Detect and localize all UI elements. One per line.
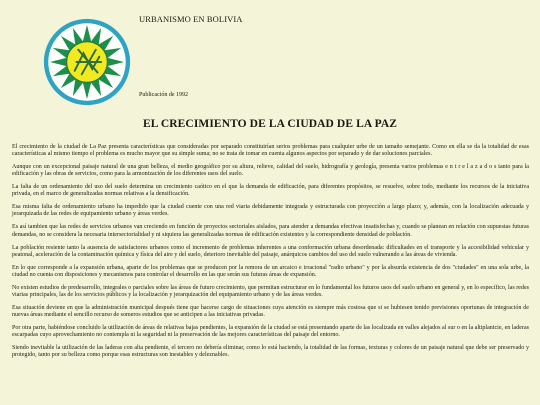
paragraph: El crecimiento de la ciudad de La Paz presenta características que consideradas por separado constituirían serios problemas para cualquier urbe de un tamaño semejante. Como en ella se da la totalidad de esas características al mismo tiempo el problema es mucho mayor que su simple suma; no se trata de tomar en cuenta algunos aspectos por separado y de dar soluciones parciales.: [12, 144, 529, 158]
paragraph: La falta de un ordenamiento del uso del suelo determina un crecimiento caótico en el que la demanda de edificación, para diferentes propósitos, se resuelve, sobre todo, mediante los recursos de la iniciativa privada, en el marco de generalizadas normas relativas a la densificación.: [12, 184, 529, 198]
paragraph: Esa situación deviene en que la administración municipal después tiene que hacerse cargo de situaciones cuya atención es siempre más costosa que si se hubiesen tenido previsiones oportunas de integración de nuevas áreas mediante el sencillo recurso de someros estudios que se anticipen a las iniciativas privadas.: [12, 304, 529, 319]
series-title: URBANISMO EN BOLIVIA: [139, 14, 243, 24]
paragraph: La población resiente tanto la ausencia de satisfactores urbanos como el incremento de problemas inherentes a una conformación urbana desordenada: dificultades en el transporte y la accesibilidad vehicular y peatonal, aceleración de la contaminación química y física del aire y del suelo, deterioro inevitable del paisaje, anárquicos cambios del uso del suelo vulnerando a las áreas de vivienda.: [12, 244, 529, 258]
paragraph: Siendo inevitable la utilización de las laderas con alta pendiente, el tercero no debería eliminar, como lo está haciendo, la totalidad de las formas, texturas y colores de un paisaje natural que debe ser preservado y protegido, tanto por su belleza como porque esas estructuras son inestables y deleznables.: [12, 345, 529, 359]
paragraph: Aunque con un excepcional paisaje natural de una gran belleza, el medio geográfico por su altura, relieve, calidad del suelo, hidrografía y geología, presenta varios problemas e n t r e l a z a d o s tanto para la edificación y las obras de servicios, como para la armonización de los diferentes usos del suelo.: [12, 164, 529, 178]
publication-date: Publicación de 1992: [139, 92, 188, 98]
article-body: [12, 144, 529, 365]
page-title: EL CRECIMIENTO DE LA CIUDAD DE LA PAZ: [142, 118, 398, 130]
bolivia-urbanism-emblem-icon: [43, 18, 131, 106]
paragraph: No existen estudios de predesarrollo, integrales o parciales sobre las áreas de futuro crecimiento, que permitan estructurar en lo fundamental los futuros usos del suelo urbano en general y, en lo específico, las redes viarias principales, las de los servicios públicos y la localización y jerarquización del equipamiento urbano y de las áreas verdes.: [12, 284, 529, 298]
paragraph: Por otra parte, habiéndose concluido la utilización de áreas de relativas bajas pendientes, la expansión de la ciudad se está presentando aparte de las localizada en valles alejados al sur o en la altiplanicie, en laderas escarpadas cuyo aprovechamiento no contempla ni la seguridad ni la preservación de las mejores características del paisaje del entorno.: [12, 324, 529, 339]
paragraph: En lo que corresponde a la expansión urbana, aparte de los problemas que se producen por la remora de un arcaico e irracional "radio urbano" y por la absurda existencia de dos "ciudades" en una sola urbe, la ciudad no cuenta con disposiciones y mecanismos para controlar el desarrollo en las que serán sus futuras áreas de expansión.: [12, 264, 529, 278]
paragraph: Esa misma falta de ordenamiento urbano ha impedido que la ciudad cuente con una red viaria debidamente integrada y estructurada con proyección a largo plazo; y, además, con la localización adecuada y jerarquizada de las redes de equipamiento urbano y áreas verdes.: [12, 204, 529, 218]
paragraph: Es así tambien que las redes de servicios urbanos van creciendo en función de proyectos sectoriales aislados, para atender a demandas efectivas insatisfechas y, cuando se planean en relación con supuestas futuras demandas, no se considera la necesaria intersectorialidad y ni siquiera las generalizadas normas de edificación existentes y la correspondiente densidad de población.: [12, 224, 529, 238]
